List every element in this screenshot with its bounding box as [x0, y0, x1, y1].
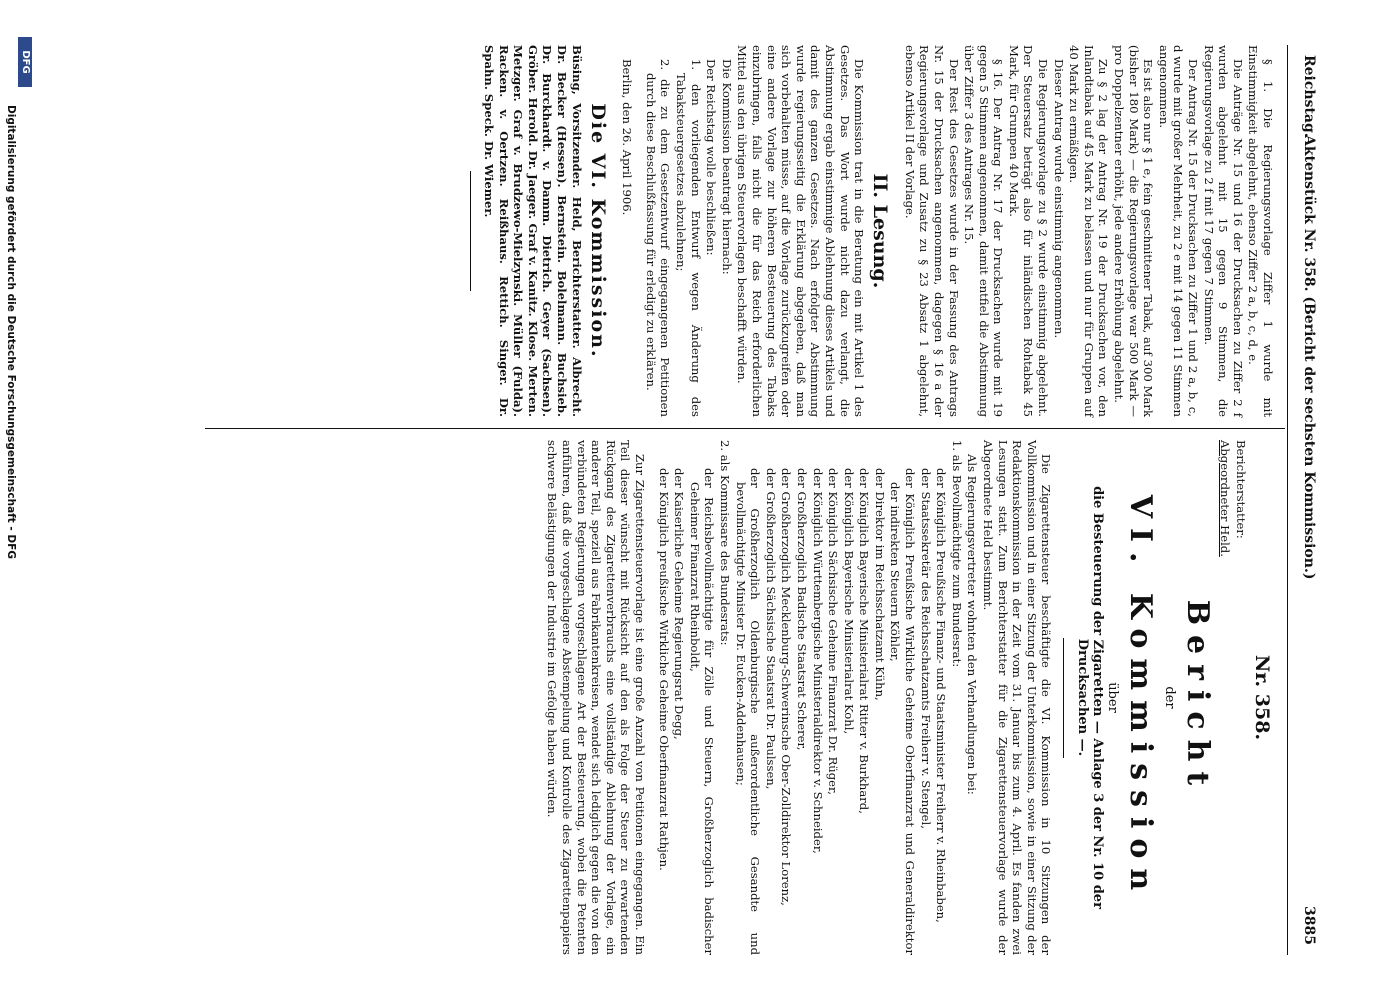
page-header: [1294, 25, 1316, 975]
attendee-entry: der Königlich Bayerische Ministerialrat Ritter v. Burkhard,: [857, 468, 872, 814]
intro-paragraph: Die Zigarettensteuer beschäftigte die VI. Kommission in 10 Sitzungen der Vollkommission und in einer Sitzung der Unterkommission, sowie in einer Sitzung der Redaktionskommission in der Zeit vom 31. Januar bis zum 4. April. Es fanden zwei Lesungen statt. Zum Berichterstatter für die Zigarettensteuervorlage wurde der Abgeordnete Held bestimmt.: [981, 440, 1054, 955]
attendee-entry: der Königlich Preußische Finanz- und Staatsminister Freiherr v. Rheinbaben,: [934, 468, 949, 923]
dfg-logo: DFG: [18, 37, 32, 87]
attendee-entry: der Königlich Sächsische Geheime Finanzrat Dr. Rüger,: [826, 468, 841, 795]
header-left: Reichstag.: [1301, 55, 1317, 138]
title-subject: die Besteuerung der Zigaretten — Anlage 3 der Nr. 10 der Drucksachen —.: [1075, 486, 1105, 909]
reporter-name: Abgeordneter Held.: [1218, 440, 1233, 557]
right-column: [544, 440, 1275, 955]
commissioner-entry: der Königlich preußische Wirkliche Geheime Oberfinanzrat Rathjen.: [656, 468, 671, 871]
attendee-entry: der Königlich Württembergische Ministerialdirektor v. Schneider,: [810, 468, 825, 854]
paragraph: Der Rest des Gesetzes wurde in der Fassung des Antrags Nr. 15 der Drucksachen angenommen, dagegen § 16 a der Regierungsvorlage und Zusatz zu § 23 Absatz 1 abgelehnt, ebenso Artikel II der Vorlage.: [902, 45, 961, 417]
antrag-item: 1. den vorliegenden Entwurf wegen Änderung des Tabaksteuergesetzes abzulehnen;: [674, 59, 703, 417]
title-commission: VI. Kommission: [1123, 494, 1159, 901]
attendee-entry: der Großherzoglich Sächsische Staatsrat Dr. Paulssen,: [763, 468, 778, 790]
lesung-paragraph: Die Kommission trat in die Beratung ein mit Artikel 1 des Gesetzes. Das Wort wurde nicht dazu verlangt, die Abstimmung ergab einstimmige Ablehnung dieses Artikels und damit des ganzen Gesetzes. Nach erfolgter Abstimmung wurde regierungsseitig die Erklärung abgegeben, daß man sich vorbehalten müsse, auf die Vorlage zurückzugreifen oder eine andere Vorlage zur höheren Besteuerung des Tabaks einzubringen, falls nicht die für das Reich erforderlichen Mittel aus den übrigen Steuervorlagen beschafft würden.: [735, 45, 867, 417]
title-ueber: über: [1105, 682, 1121, 713]
title-bericht: Bericht: [1179, 599, 1215, 796]
attendee-entry: der Großherzoglich Mecklenburg-Schwerinsche Ober-Zolldirektor Lorenz,: [779, 468, 794, 906]
header-center: Aktenstück Nr. 358. (Bericht der sechsten Kommission.): [1301, 135, 1317, 580]
digitization-note: Digitalisierung gefördert durch die Deutsche Forschungsgemeinschaft - DFG: [5, 105, 17, 559]
commission-title: Die VI. Kommission.: [586, 103, 609, 359]
paragraph: § 16. Der Antrag Nr. 17 der Drucksachen wurde mit 19 gegen 5 Stimmen angenommen, damit entfiel die Abstimmung über Ziffer 3 des Antrages Nr. 15.: [962, 45, 1006, 417]
attendee-entry: der Großherzoglich Oldenburgische außerordentliche Gesandte und bevollmächtigte Minister Dr. Eucken-Addenhausen;: [733, 468, 763, 955]
attendee-entry: der Königlich Bayerische Ministerialrat Kohl,: [841, 468, 856, 735]
paragraph: § 1. Die Regierungsvorlage Ziffer 1 wurde mit Einstimmigkeit abgelehnt, ebenso Ziffer 2 a, b, c, d, e.: [1246, 45, 1275, 417]
left-paragraphs: [902, 45, 1275, 417]
section-heading: II. Lesung.: [869, 173, 892, 289]
paragraph: Dieser Antrag wurde einstimmig angenommen.: [1051, 59, 1066, 339]
group1-heading: 1. als Bevollmächtigte zum Bundesrat:: [949, 440, 964, 668]
attendee-entry: der Großherzoglich Badische Staatsrat Scherer,: [794, 468, 809, 751]
report-number: Nr. 358.: [1251, 654, 1273, 741]
commissioner-entry: der Reichsbevollmächtigte für Zölle und Steuern, Großherzoglich badischer Geheimer Finanzrat Rheinboldt,: [687, 468, 717, 955]
column-divider: [205, 428, 1285, 429]
title-rule: [1063, 638, 1064, 758]
antrag-item: 2. die zu dem Gesetzentwurf eingegangenen Petitionen durch diese Beschlußfassung für erledigt zu erklären.: [643, 59, 673, 417]
left-column: [461, 45, 1276, 417]
group1-entries: [733, 440, 948, 955]
attendance-intro: Als Regierungsvertreter wohnten den Verhandlungen bei:: [965, 454, 980, 795]
group2-entries: [656, 440, 716, 955]
page-number: 3885: [1301, 906, 1317, 945]
rotated-document-page: [0, 25, 1330, 975]
attendee-entry: der Direktor im Reichsschatzamt Kühn,: [872, 468, 887, 701]
commissioner-entry: der Kaiserliche Geheime Regierungsrat Degg,: [672, 468, 687, 740]
closing-rule: [471, 171, 472, 291]
beschluss-intro: Der Reichstag wolle beschließen:: [704, 59, 719, 256]
paragraph: Der Antrag Nr. 15 der Drucksachen zu Ziffer 1 und 2 a, b, c, d wurde mit großer Mehrheit, zu 2 e mit 14 gegen 11 Stimmen angenommen.: [1156, 45, 1201, 417]
antrag-items: [643, 45, 702, 417]
paragraph: Zu § 2 lag der Antrag Nr. 19 der Drucksachen vor, den Inlandtabak auf 45 Mark zu belassen und nur für Gruppen auf 40 Mark zu ermäßigen.: [1067, 45, 1111, 417]
antrag-intro: Die Kommission beantragt hiernach:: [719, 59, 734, 275]
header-rule: [1287, 45, 1288, 955]
paragraph: Die Regierungsvorlage zu § 2 wurde einstimmig abgelehnt. Der Steuersatz beträgt also für inländischen Rohtabak 45 Mark, für Grumpen 40 Mark.: [1006, 45, 1051, 417]
signatures: Büsing, Vorsitzender. Held, Berichterstatter. Albrecht. Dr. Becker (Hessen). Bernstein. Bolelmann. Buchsieb. Dr. Burckhardt. v. Damm. Dietrich. Geyer (Sachsen). Gröber. Herold. Dr. Jaeger. Graf v. Kanitz. Klose. Merten. Metzger. Graf v. Brudzewo-Mielzynski. Müller (Fulda). Racken. v. Oertzen. Reißhaus. Rettich. Singer. Dr. Spahn. Speck. Dr. Wiemer.: [482, 45, 584, 417]
attendee-entry: der Königlich Preußische Wirkliche Geheime Oberfinanzrat und Generaldirektor der indirekten Steuern Köhler,: [888, 468, 918, 955]
petitions-paragraph: Zur Zigarettensteuervorlage ist eine große Anzahl von Petitionen eingegangen. Ein Teil dieser wünscht mit Rücksicht auf den als Folge der Steuer zu erwartenden Rückgang des Zigarettenverbrauchs eine vollständige Ablehnung der Vorlage, ein anderer Teil, speziell aus Fabrikantenkreisen, wendet sich lediglich gegen die von den verbündeten Regierungen vorgeschlagene Art der Besteuerung, wobei die Petenten anführen, daß die vorgeschlagene Abstempelung und Kontrolle des Zigarettenpapiers schwere Belästigungen der Industrie im Gefolge haben würden.: [545, 440, 647, 955]
date-line: Berlin, den 26. April 1906.: [620, 59, 635, 216]
attendee-entry: der Staatssekretär des Reichsschatzamts Freiherr v. Stengel,: [918, 468, 933, 829]
paragraph: Es ist also nur § 1 e, fein geschnittener Tabak, auf 300 Mark (bisher 180 Mark) — die Regierungsvorlage war 500 Mark — pro Doppelzentner erhöht, jede andere Erhöhung abgelehnt.: [1112, 45, 1156, 417]
reporter-label: Berichterstatter:: [1234, 440, 1248, 539]
title-der: der: [1161, 686, 1177, 709]
group2-heading: 2. als Kommissare des Bundesrats:: [717, 440, 732, 646]
paragraph: Die Anträge Nr. 15 und 16 der Drucksachen zu Ziffer 2 f wurden abgelehnt mit 15 gegen 9 Stimmen, die Regierungsvorlage zu 2 f mit 17 gegen 7 Stimmen.: [1201, 45, 1245, 417]
